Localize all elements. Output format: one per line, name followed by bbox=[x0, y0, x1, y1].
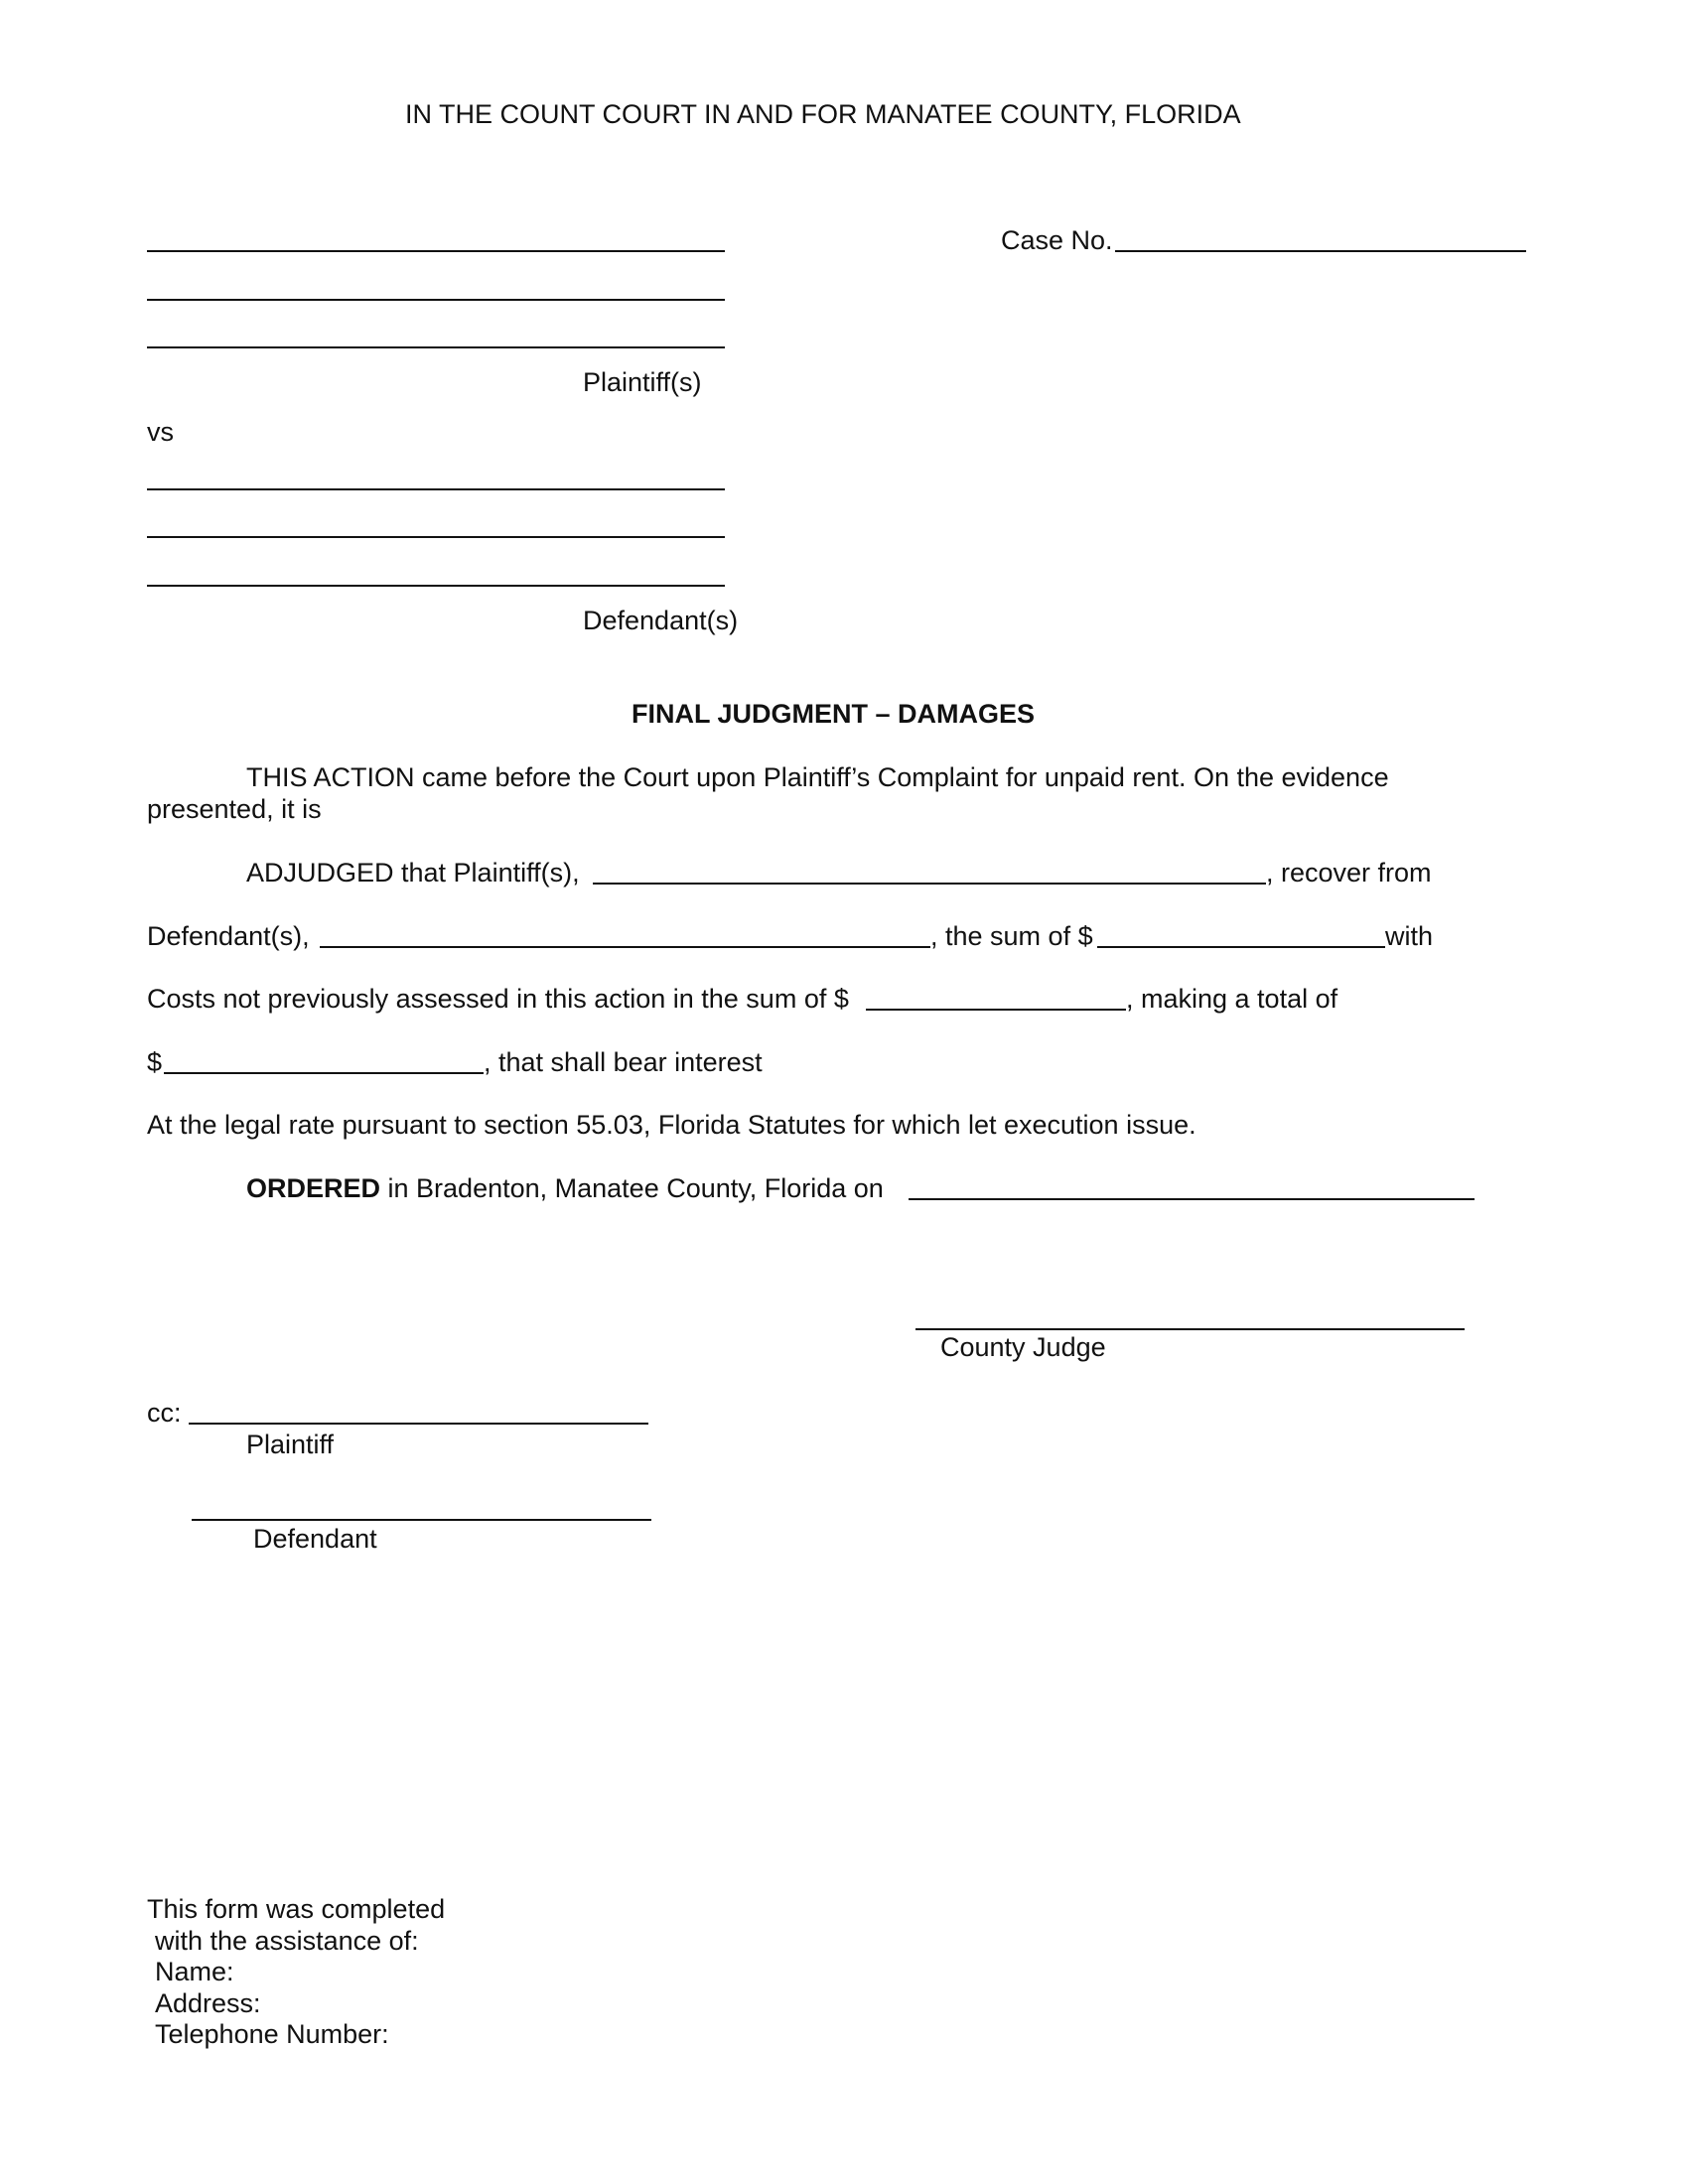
defendant-name-line-3[interactable] bbox=[147, 585, 725, 587]
cc-label: cc: bbox=[147, 1398, 182, 1428]
vs-label: vs bbox=[147, 417, 174, 447]
cc-plaintiff-line[interactable] bbox=[189, 1423, 648, 1425]
ordered-date-line[interactable] bbox=[909, 1198, 1475, 1200]
costs-prefix: Costs not previously assessed in this action in the sum of $ bbox=[147, 984, 849, 1014]
footer-address: Address: bbox=[155, 1988, 261, 2018]
cc-defendant-line[interactable] bbox=[192, 1519, 651, 1521]
footer-name: Name: bbox=[155, 1957, 234, 1986]
ordered-rest: in Bradenton, Manatee County, Florida on bbox=[380, 1173, 884, 1203]
sum-amount-line[interactable] bbox=[1097, 946, 1385, 948]
ordered-bold: ORDERED bbox=[246, 1173, 381, 1203]
ordered-text bbox=[246, 1175, 884, 1202]
document-title: FINAL JUDGMENT – DAMAGES bbox=[632, 699, 1036, 729]
footer-line1: This form was completed bbox=[147, 1894, 446, 1924]
judge-signature-line[interactable] bbox=[915, 1328, 1465, 1330]
defendant-label: Defendant(s) bbox=[583, 606, 739, 635]
court-title: IN THE COUNT COURT IN AND FOR MANATEE COUNTY, FLORIDA bbox=[405, 99, 1241, 129]
defendants-prefix: Defendant(s), bbox=[147, 921, 310, 951]
para1-line2: presented, it is bbox=[147, 794, 322, 824]
case-no-line[interactable] bbox=[1115, 250, 1526, 252]
plaintiff-label: Plaintiff(s) bbox=[583, 367, 702, 397]
plaintiff-name-line-1[interactable] bbox=[147, 250, 725, 252]
para1-line1: THIS ACTION came before the Court upon Plaintiff’s Complaint for unpaid rent. On the evidence bbox=[246, 762, 1389, 792]
defendants-name-line[interactable] bbox=[320, 946, 930, 948]
footer-line2: with the assistance of: bbox=[155, 1926, 419, 1956]
case-no-label: Case No. bbox=[1001, 225, 1113, 255]
total-amount-line[interactable] bbox=[164, 1072, 484, 1074]
adjudged-suffix: , recover from bbox=[1266, 858, 1432, 887]
sum-of-label: , the sum of $ bbox=[930, 921, 1093, 951]
cc-defendant-label: Defendant bbox=[253, 1524, 377, 1554]
costs-amount-line[interactable] bbox=[866, 1009, 1126, 1011]
plaintiff-name-line-2[interactable] bbox=[147, 299, 725, 301]
legal-rate-text: At the legal rate pursuant to section 55.03, Florida Statutes for which let execution issue. bbox=[147, 1110, 1196, 1140]
adjudged-plaintiff-line[interactable] bbox=[593, 883, 1266, 885]
county-judge-label: County Judge bbox=[940, 1332, 1106, 1362]
cc-plaintiff-label: Plaintiff bbox=[246, 1430, 335, 1459]
plaintiff-name-line-3[interactable] bbox=[147, 346, 725, 348]
defendant-name-line-1[interactable] bbox=[147, 488, 725, 490]
bear-interest-label: , that shall bear interest bbox=[484, 1047, 763, 1077]
defendant-name-line-2[interactable] bbox=[147, 536, 725, 538]
with-label: with bbox=[1385, 921, 1434, 951]
adjudged-prefix: ADJUDGED that Plaintiff(s), bbox=[246, 858, 580, 887]
footer-telephone: Telephone Number: bbox=[155, 2019, 389, 2049]
making-total-label: , making a total of bbox=[1126, 984, 1338, 1014]
total-dollar-sign: $ bbox=[147, 1047, 163, 1077]
